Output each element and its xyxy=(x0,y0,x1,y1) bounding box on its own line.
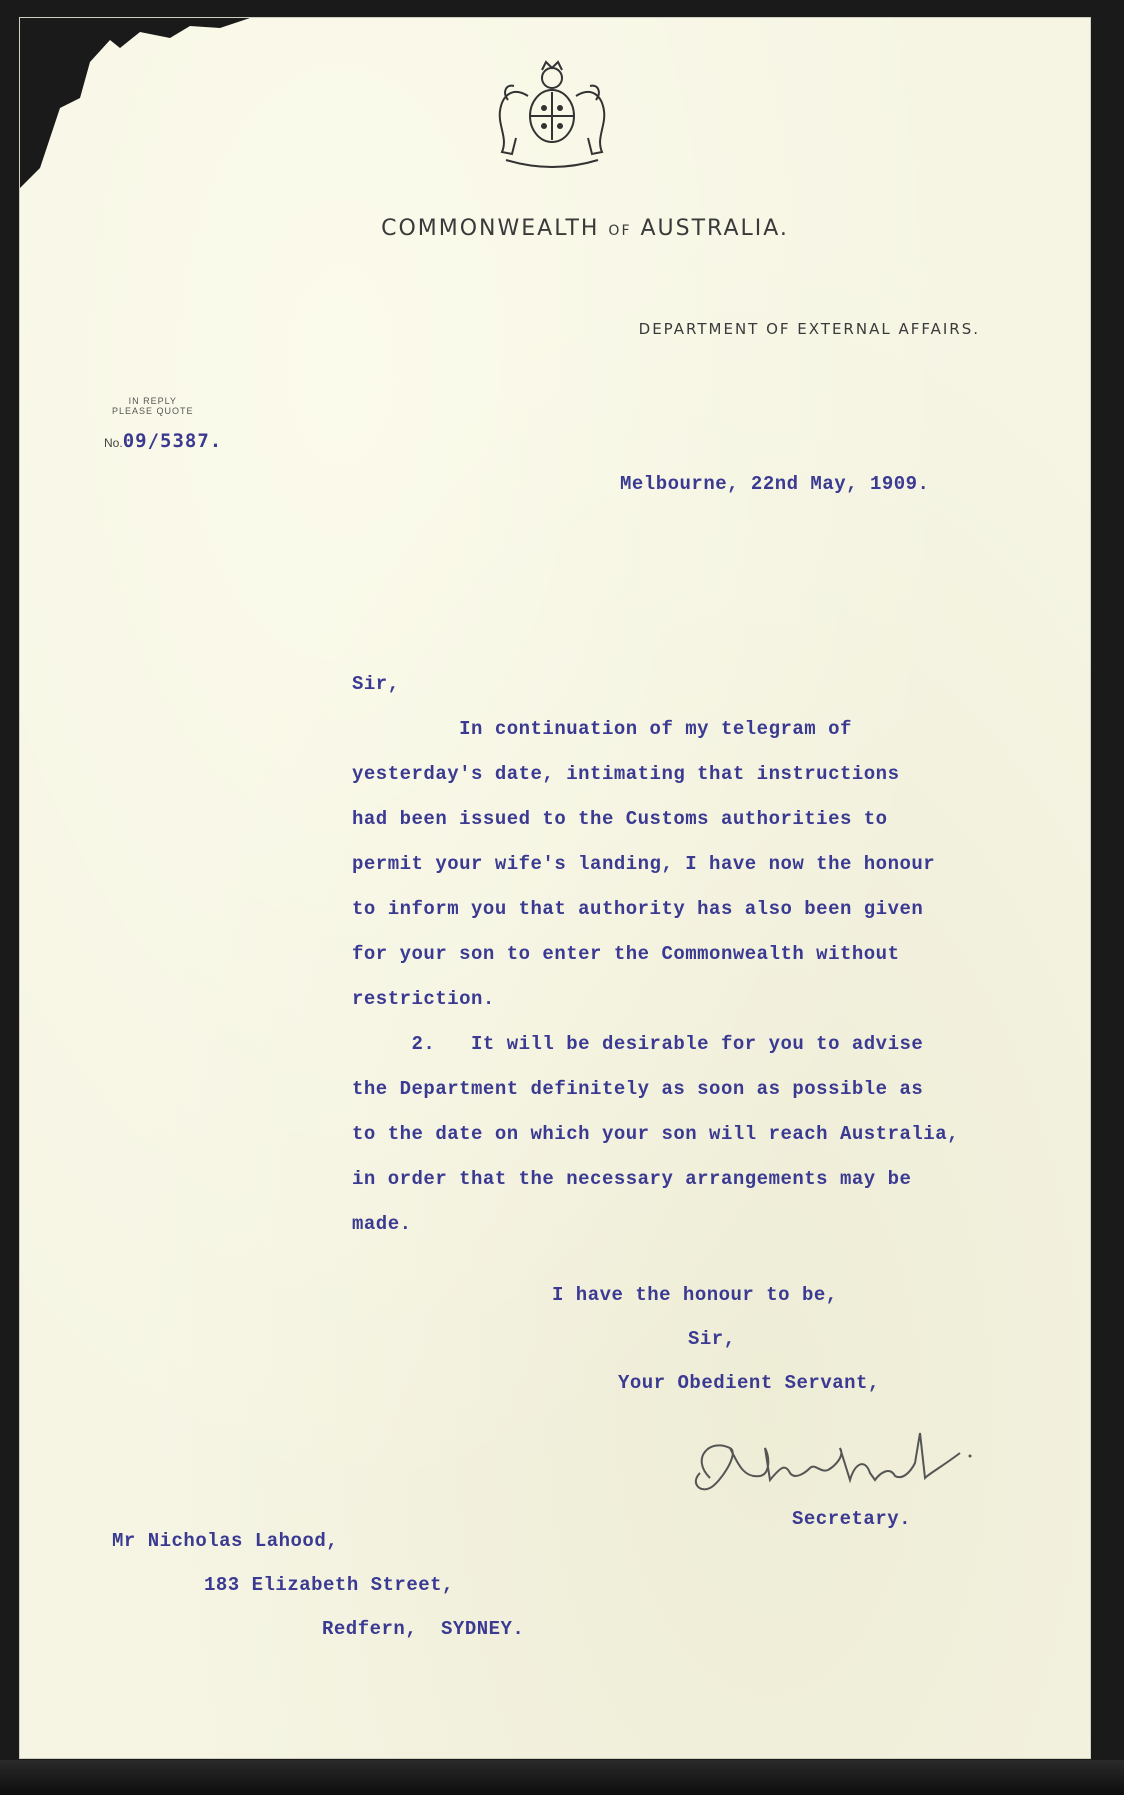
torn-corner xyxy=(20,18,250,188)
body-line: 2. It will be desirable for you to advise xyxy=(352,1033,924,1055)
signer-title: Secretary. xyxy=(792,1508,912,1530)
addressee-street: 183 Elizabeth Street, xyxy=(204,1574,454,1596)
body-line: to inform you that authority has also been given xyxy=(352,898,924,920)
closing-line-1: I have the honour to be, xyxy=(552,1284,838,1306)
department-name: DEPARTMENT OF EXTERNAL AFFAIRS. xyxy=(638,320,980,338)
body-line: permit your wife's landing, I have now the honour xyxy=(352,853,936,875)
closing-line-2: Sir, xyxy=(688,1328,736,1350)
reply-line-1: IN REPLY xyxy=(128,396,177,406)
salutation: Sir, xyxy=(352,673,400,695)
letterhead-of: OF xyxy=(608,223,632,239)
letter-page xyxy=(20,18,1090,1758)
body-line: the Department definitely as soon as possible as xyxy=(352,1078,924,1100)
body-line: had been issued to the Customs authorities to xyxy=(352,808,888,830)
scanner-edge xyxy=(0,1760,1124,1795)
addressee-name: Mr Nicholas Lahood, xyxy=(112,1530,339,1552)
reply-line-2: PLEASE QUOTE xyxy=(112,406,194,416)
date-line: Melbourne, 22nd May, 1909. xyxy=(620,473,930,495)
body-line: made. xyxy=(352,1213,412,1235)
reference-number xyxy=(104,430,222,452)
addressee-city: Redfern, SYDNEY. xyxy=(322,1618,525,1640)
body-line: for your son to enter the Commonwealth without xyxy=(352,943,900,965)
letterhead-title xyxy=(50,216,1120,241)
letterhead-australia: AUSTRALIA. xyxy=(640,216,789,241)
body-line: restriction. xyxy=(352,988,495,1010)
reference-value: 09/5387. xyxy=(122,430,223,452)
reference-label: No. xyxy=(104,436,123,450)
reply-notice xyxy=(112,396,194,416)
body-line: in order that the necessary arrangements may be xyxy=(352,1168,912,1190)
letterhead-commonwealth: COMMONWEALTH xyxy=(381,216,600,241)
handwritten-signature xyxy=(670,1418,1000,1508)
body-line: In continuation of my telegram of xyxy=(352,718,852,740)
coat-of-arms-icon xyxy=(472,56,632,176)
closing-line-3: Your Obedient Servant, xyxy=(618,1372,880,1394)
body-line: to the date on which your son will reach Australia, xyxy=(352,1123,959,1145)
body-line: yesterday's date, intimating that instructions xyxy=(352,763,900,785)
